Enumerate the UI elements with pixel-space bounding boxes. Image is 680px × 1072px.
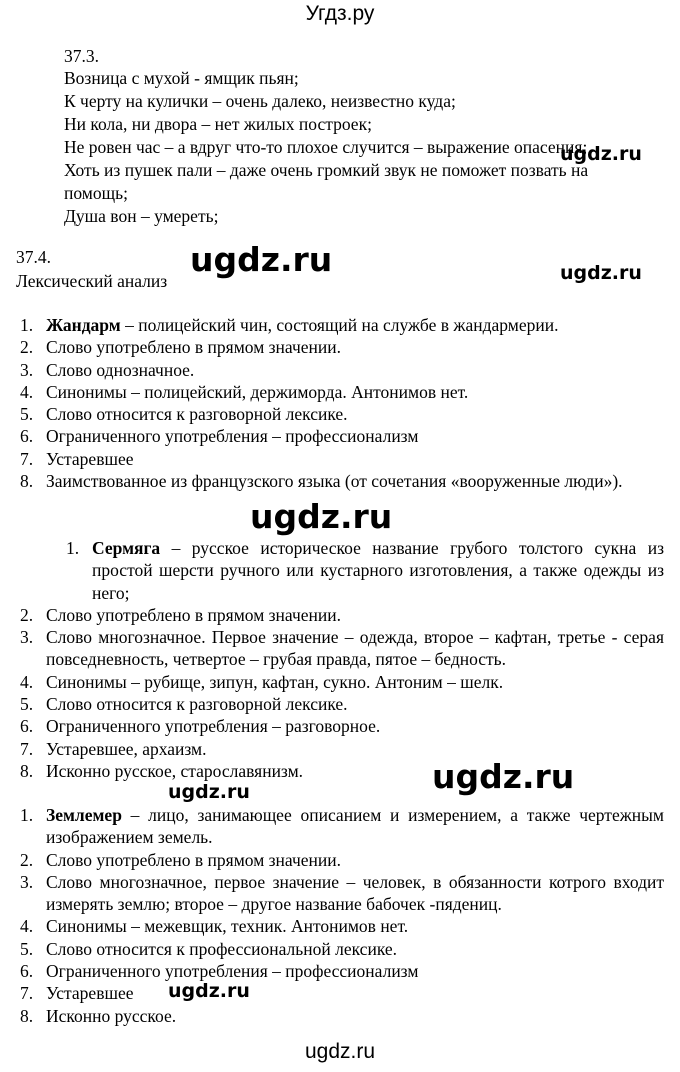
watermark: ugdz.ru bbox=[560, 262, 642, 284]
term: Землемер bbox=[46, 805, 122, 825]
list-item: 1. Сермяга – русское историческое название грубого толстого сукна из простой шерсти ручного или кустарного изготовления, а также одежды из него; bbox=[66, 538, 664, 603]
watermark: ugdz.ru bbox=[250, 497, 393, 536]
list-item: 7. Устаревшее bbox=[20, 983, 134, 1004]
idiom-line: Возница с мухой - ямщик пьян; bbox=[64, 68, 299, 88]
watermark: ugdz.ru bbox=[560, 143, 642, 165]
list-item: 8. Исконно русское, старославянизм. bbox=[20, 760, 304, 781]
term: Сермяга bbox=[92, 538, 161, 558]
list-item: 4. Синонимы – рубище, зипун, кафтан, сукно. Антоним – шелк. bbox=[20, 671, 504, 692]
list-item: 5. Слово относится к профессиональной лексике. bbox=[20, 938, 398, 959]
list-item: 6. Ограниченного употребления – разговорное. bbox=[20, 716, 381, 737]
section-37-3-number: 37.3. bbox=[64, 46, 99, 66]
list-item: 5. Слово относится к разговорной лексике. bbox=[20, 404, 348, 425]
section-37-4-subtitle: Лексический анализ bbox=[16, 271, 168, 291]
list-item: 5. Слово относится к разговорной лексике. bbox=[20, 694, 348, 715]
list-item: 2. Слово употреблено в прямом значении. bbox=[20, 849, 342, 870]
word-analysis-zemlemer bbox=[14, 804, 664, 1027]
idiom-line: помощь; bbox=[64, 183, 128, 203]
watermark: ugdz.ru bbox=[168, 781, 250, 803]
site-footer: ugdz.ru bbox=[304, 1040, 376, 1063]
word-analysis-sermyaga bbox=[14, 537, 664, 782]
word-analysis-zhandarm bbox=[14, 314, 664, 492]
list-item: 2. Слово употреблено в прямом значении. bbox=[20, 337, 342, 358]
idiom-line: Ни кола, ни двора – нет жилых построек; bbox=[64, 114, 372, 134]
list-item: 1. Землемер – лицо, занимающее описанием и измерением, а также чертежным изображением земель. bbox=[20, 805, 664, 848]
list-item: 2. Слово употреблено в прямом значении. bbox=[20, 604, 342, 625]
section-37-4-number: 37.4. bbox=[16, 247, 51, 267]
watermark: ugdz.ru bbox=[190, 240, 333, 279]
watermark: ugdz.ru bbox=[168, 980, 250, 1002]
list-item: 4. Синонимы – межевщик, техник. Антонимов нет. bbox=[20, 916, 409, 937]
list-item: 6. Ограниченного употребления – профессионализм bbox=[20, 961, 419, 982]
idiom-line: Душа вон – умереть; bbox=[64, 206, 219, 226]
list-item: 4. Синонимы – полицейский, держиморда. Антонимов нет. bbox=[20, 381, 469, 402]
list-item: 8. Заимствованное из французского языка (от сочетания «вооруженные люди»). bbox=[20, 471, 623, 492]
idiom-line: Не ровен час – а вдруг что-то плохое случится – выражение опасения; bbox=[64, 137, 588, 157]
site-header: Угдз.ру bbox=[305, 2, 375, 25]
list-item: 8. Исконно русское. bbox=[20, 1005, 177, 1026]
list-item: 3. Слово однозначное. bbox=[20, 359, 195, 380]
watermark: ugdz.ru bbox=[432, 757, 575, 796]
list-item: 3. Слово многозначное. Первое значение – одежда, второе – кафтан, третье - серая повседневность, четвертое – грубая правда, пятое – бедность. bbox=[20, 627, 664, 670]
idiom-line: К черту на кулички – очень далеко, неизвестно куда; bbox=[64, 91, 456, 111]
list-item: 6. Ограниченного употребления – профессионализм bbox=[20, 426, 419, 447]
list-item: 7. Устаревшее bbox=[20, 448, 134, 469]
idiom-line: Хоть из пушек пали – даже очень громкий звук не поможет позвать на bbox=[64, 160, 589, 180]
list-item: 3. Слово многозначное, первое значение – человек, в обязанности котрого входит измерять землю; второе – другое название бабочек -пядениц. bbox=[20, 871, 664, 915]
term: Жандарм bbox=[46, 315, 121, 335]
list-item: 7. Устаревшее, архаизм. bbox=[20, 738, 207, 759]
list-item: 1. Жандарм – полицейский чин, состоящий на службе в жандармерии. bbox=[20, 315, 559, 335]
